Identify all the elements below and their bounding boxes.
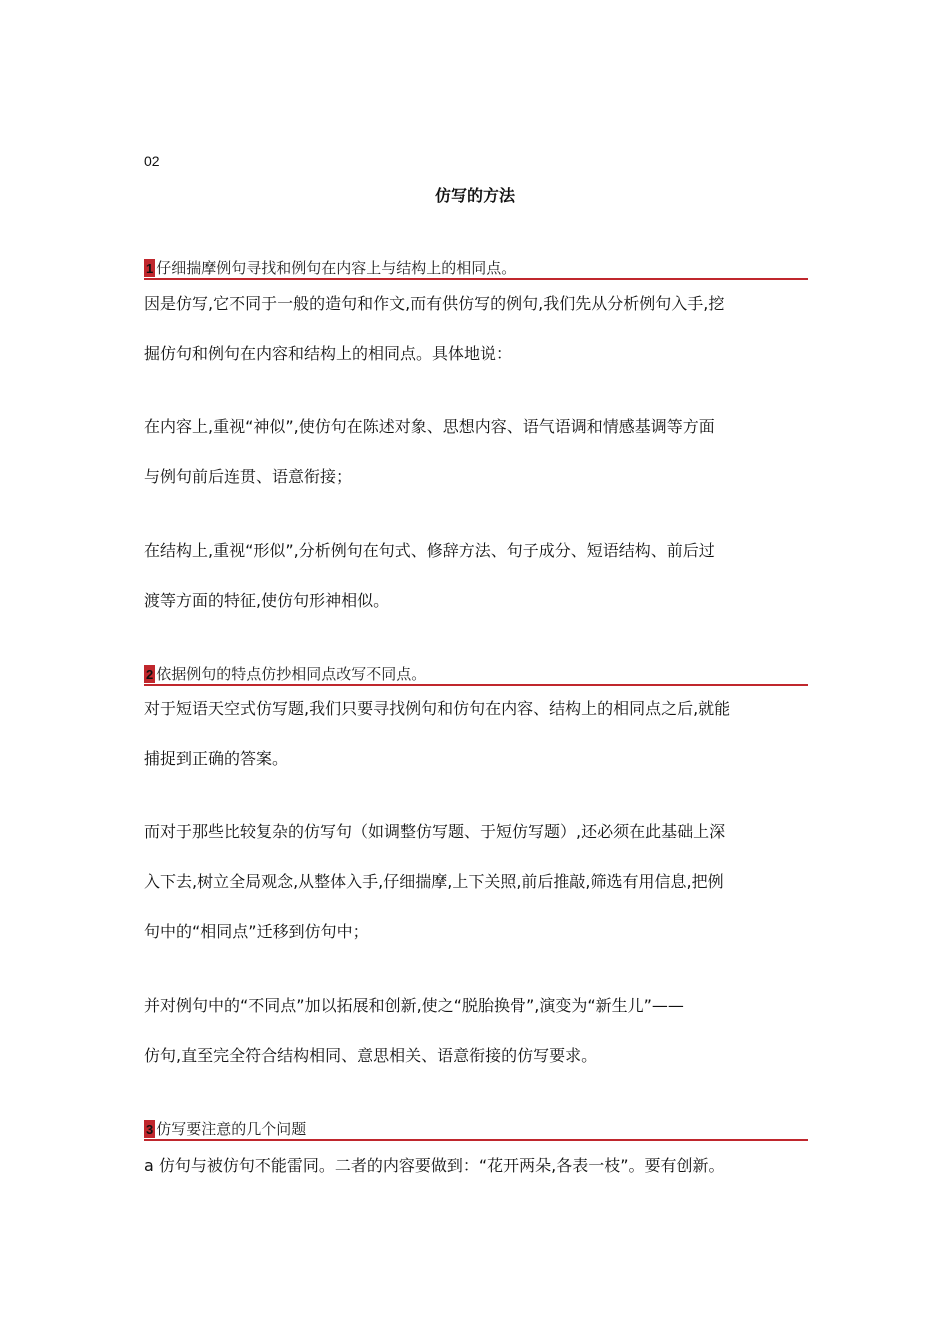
paragraph-line: 捕捉到正确的答案。 <box>144 749 289 768</box>
paragraph-line: 在结构上,重视“形似”,分析例句在句式、修辞方法、句子成分、短语结构、前后过 <box>144 541 715 560</box>
paragraph-line: 与例句前后连贯、语意衔接； <box>144 467 353 486</box>
paragraph-line: a 仿句与被仿句不能雷同。二者的内容要做到：“花开两朵,各表一枝”。要有创新。 <box>144 1156 725 1175</box>
paragraph-line: 入下去,树立全局观念,从整体入手,仔细揣摩,上下关照,前后推敲,筛选有用信息,把例 <box>144 872 724 891</box>
section-heading-text: 仿写要注意的几个问题 <box>156 1120 307 1138</box>
paragraph-line: 对于短语天空式仿写题,我们只要寻找例句和仿句在内容、结构上的相同点之后,就能 <box>144 699 731 718</box>
paragraph-line: 渡等方面的特征,使仿句形神相似。 <box>144 591 390 610</box>
document-title: 仿写的方法 <box>434 186 515 205</box>
paragraph-line: 因是仿写,它不同于一般的造句和作文,而有供仿写的例句,我们先从分析例句入手,挖 <box>144 294 725 313</box>
section-heading-2 <box>144 662 808 686</box>
section-number-badge: 2 <box>146 667 154 682</box>
page-number: 02 <box>144 153 160 169</box>
paragraph-line: 而对于那些比较复杂的仿写句（如调整仿写题、于短仿写题）,还必须在此基础上深 <box>144 822 726 841</box>
section-heading-text: 仔细揣摩例句寻找和例句在内容上与结构上的相同点。 <box>156 259 517 277</box>
paragraph-line: 掘仿句和例句在内容和结构上的相同点。具体地说： <box>144 344 513 363</box>
section-number-badge: 3 <box>146 1122 154 1137</box>
paragraph-line: 并对例句中的“不同点”加以拓展和创新,使之“脱胎换骨”,演变为“新生儿”—— <box>144 996 684 1015</box>
paragraph-line: 仿句,直至完全符合结构相同、意思相关、语意衔接的仿写要求。 <box>144 1046 598 1065</box>
paragraph-line: 在内容上,重视“神似”,使仿句在陈述对象、思想内容、语气语调和情感基调等方面 <box>144 417 715 436</box>
section-heading-1 <box>144 256 808 280</box>
section-heading-3 <box>144 1117 808 1141</box>
paragraph-line: 句中的“相同点”迁移到仿句中； <box>144 922 369 941</box>
section-heading-text: 依据例句的特点仿抄相同点改写不同点。 <box>156 665 427 683</box>
section-number-badge: 1 <box>146 261 154 276</box>
